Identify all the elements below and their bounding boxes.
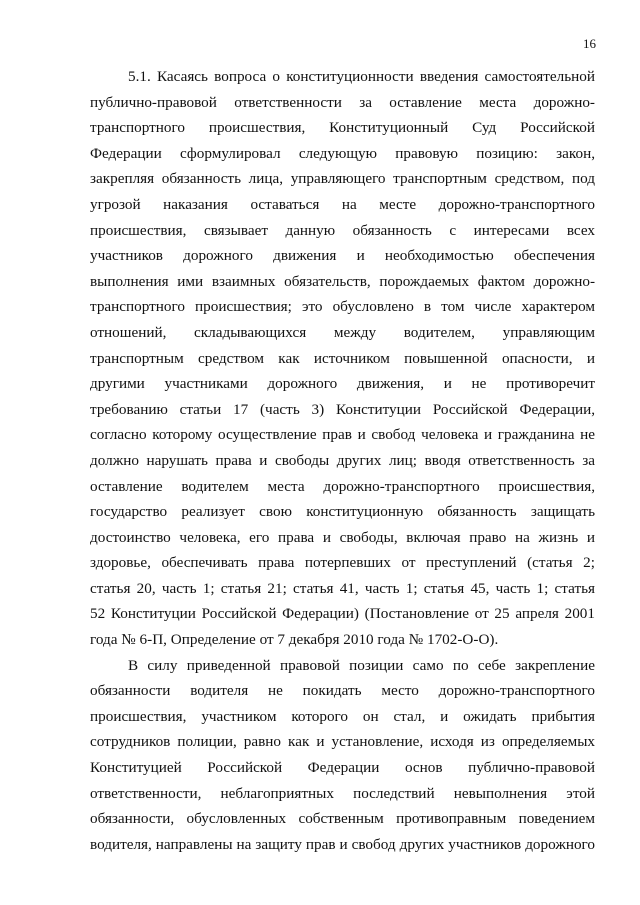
text-line: другими участниками дорожного движения, и не противоречит (90, 375, 595, 393)
text-line: государство реализует свою конституционную обязанность защищать (90, 503, 595, 521)
text-line: здоровье, обеспечивать права потерпевших от преступлений (статья 2; (90, 554, 595, 572)
text-line: ответственности, неблагоприятных последствий невыполнения этой (90, 784, 595, 802)
text-line: транспортным средством как источником повышенной опасности, и (90, 349, 595, 367)
paragraph-1 (90, 64, 595, 653)
document-body (90, 64, 595, 857)
text-line: угрозой наказания оставаться на месте дорожно-транспортного (90, 195, 595, 213)
text-line: участников дорожного движения и необходимостью обеспечения (90, 247, 595, 265)
text-line: происшествия, связывает данную обязанность с интересами всех (90, 221, 595, 239)
text-line: 52 Конституции Российской Федерации) (Постановление от 25 апреля 2001 (90, 605, 595, 623)
text-line: должно нарушать права и свободы других лиц; вводя ответственность за (90, 451, 595, 469)
text-line: года № 6-П, Определение от 7 декабря 2010 года № 1702-О-О). (90, 631, 499, 649)
text-line: обязанности водителя не покидать место дорожно-транспортного (90, 682, 595, 700)
text-line: обязанности, обусловленных собственным противоправным поведением (90, 810, 595, 828)
page-number: 16 (583, 36, 596, 51)
text-line: транспортного происшествия, Конституционный Суд Российской (90, 119, 595, 137)
text-line: Федерации сформулировал следующую правовую позицию: закон, (90, 144, 595, 162)
text-line: статья 20, часть 1; статья 21; статья 41, часть 1; статья 45, часть 1; статья (90, 579, 595, 597)
text-line: публично-правовой ответственности за оставление места дорожно- (90, 93, 595, 111)
text-line: происшествия, участником которого он стал, и ожидать прибытия (90, 707, 595, 725)
text-line: достоинство человека, его права и свободы, включая право на жизнь и (90, 528, 595, 546)
text-line: требованию статьи 17 (часть 3) Конституции Российской Федерации, (90, 400, 595, 418)
text-line: 5.1. Касаясь вопроса о конституционности введения самостоятельной (128, 68, 595, 85)
text-line: выполнения ими взаимных обязательств, порождаемых фактом дорожно- (90, 272, 595, 290)
text-line: В силу приведенной правовой позиции само по себе закрепление (128, 656, 595, 674)
text-line: отношений, складывающихся между водителем, управляющим (90, 323, 595, 341)
text-line: оставление водителем места дорожно-транспортного происшествия, (90, 477, 595, 495)
text-line: согласно которому осуществление прав и свобод человека и гражданина не (90, 426, 595, 444)
text-line: Конституцией Российской Федерации основ публично-правовой (90, 759, 595, 777)
text-line: транспортного происшествия; это обусловлено в том числе характером (90, 298, 595, 316)
paragraph-2 (90, 653, 595, 858)
text-line: сотрудников полиции, равно как и установление, исходя из определяемых (90, 733, 595, 751)
text-line: водителя, направлены на защиту прав и свобод других участников дорожного (90, 835, 595, 853)
text-line: закрепляя обязанность лица, управляющего транспортным средством, под (90, 170, 595, 188)
